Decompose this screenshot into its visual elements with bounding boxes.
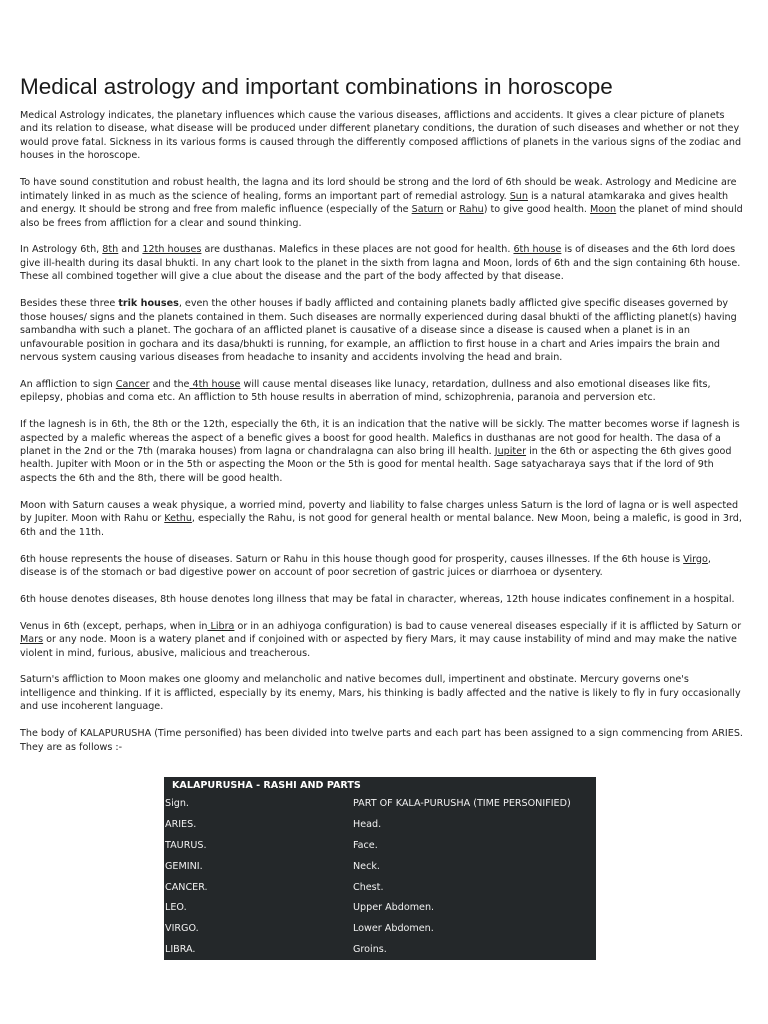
- table-row: [164, 835, 596, 856]
- link-jupiter[interactable]: Jupiter: [494, 446, 527, 458]
- cell-sign: ARIES.: [165, 818, 197, 830]
- link-8th[interactable]: 8th: [102, 244, 119, 256]
- table-row: [164, 939, 596, 960]
- paragraph-6th-house: 6th house represents the house of diseases. Saturn or Rahu in this house though good for prosperity, causes illnesses. If the 6th house is Virgo, disease is of the stomach or bad digestive power on account of poor secretion of gastric juices or diarrhoea or dysentery.: [20, 553, 711, 578]
- table-row: [164, 918, 596, 939]
- table-row: [164, 814, 596, 835]
- link-12th-houses[interactable]: 12th houses: [142, 244, 202, 256]
- paragraph-mercury: Saturn's affliction to Moon makes one gloomy and melancholic and native becomes dull, impertinent and obstinate. Mercury governs one's intelligence and thinking. If it is afflicted, especially by its enemy, Mars, his thinking is badly affected and the native is likely to fly in fury occasionally and use incoherent language.: [20, 674, 741, 713]
- cell-part: Head.: [353, 818, 382, 830]
- link-6th-house[interactable]: 6th house: [513, 244, 562, 256]
- paragraph-cancer: An affliction to sign Cancer and the 4th house will cause mental diseases like lunacy, retardation, dullness and also emotional diseases like fits, epilepsy, phobias and coma etc. An affliction to 5th house results in aberration of mind, schizophrenia, paranoia and perversion etc.: [20, 378, 711, 404]
- cell-part: Chest.: [353, 881, 384, 893]
- table-row: [164, 856, 596, 877]
- cell-part: Face.: [353, 839, 378, 851]
- paragraph-houses-summary: 6th house denotes diseases, 8th house denotes long illness that may be fatal in character, whereas, 12th house indicates confinement in a hospital.: [20, 593, 735, 605]
- paragraph-intro: Medical Astrology indicates, the planetary influences which cause the various diseases, afflictions and accidents. It gives a clear picture of planets and its relation to disease, what disease will be produced under different planetary conditions, the duration of such diseases and whether or not they would prove fatal. Sickness in its various forms is caused through the differently composed afflictions of planets in the various signs of the zodiac and houses in the horoscope.: [20, 110, 742, 162]
- cell-part: Upper Abdomen.: [353, 902, 435, 914]
- cell-sign: LIBRA.: [165, 944, 196, 956]
- page-title: Medical astrology and important combinations in horoscope: [20, 74, 613, 99]
- link-saturn[interactable]: Saturn: [411, 204, 444, 216]
- link-moon[interactable]: Moon: [590, 204, 617, 216]
- table-caption: KALAPURUSHA - RASHI AND PARTS: [172, 779, 361, 791]
- link-sun[interactable]: Sun: [509, 190, 528, 202]
- bold-trik-houses: trik houses: [118, 298, 179, 310]
- paragraph-venus: Venus in 6th (except, perhaps, when in Libra or in an adhiyoga configuration) is bad to cause venereal diseases especially if it is afflicted by Saturn or Mars or any node. Moon is a watery planet and if conjoined with or aspected by fiery Mars, it may cause instability of mind and may make the native violent in mind, furious, abusive, malicious and treacherous.: [20, 620, 742, 659]
- paragraph-lagnesh: If the lagnesh is in 6th, the 8th or the 12th, especially the 6th, it is an indication that the native will be sickly. The matter becomes worse if lagnesh is aspected by a malefic whereas the aspect of a benefic gives a boost for good health. Malefics in dusthanas are not good for health. The dasa of a planet in the 2nd or the 7th (maraka houses) from lagna or chandralagna can also bring ill health. Jupiter in the 6th or aspecting the 6th gives good health. Jupiter with Moon or in the 5th or aspecting the Moon or the 5th is good for mental health. Sage satyacharaya says that if the lord of 9th aspects the 6th and the 8th, there will be good health.: [20, 419, 740, 484]
- cell-part: Lower Abdomen.: [353, 923, 434, 935]
- paragraph-kalapurusha: The body of KALAPURUSHA (Time personified) has been divided into twelve parts and each part has been assigned to a sign commencing from ARIES. They are as follows :-: [20, 728, 743, 753]
- link-4th-house[interactable]: 4th house: [189, 378, 241, 390]
- cell-sign: VIRGO.: [165, 923, 199, 935]
- link-rahu[interactable]: Rahu: [459, 204, 484, 216]
- cell-sign: GEMINI.: [165, 860, 203, 872]
- kalapurusha-table: [164, 777, 596, 960]
- column-header-sign: Sign.: [165, 797, 189, 809]
- link-virgo[interactable]: Virgo: [683, 553, 708, 565]
- cell-sign: CANCER.: [165, 881, 208, 893]
- column-header-part: PART OF KALA-PURUSHA (TIME PERSONIFIED): [353, 797, 571, 809]
- paragraph-dusthanas: In Astrology 6th, 8th and 12th houses are dusthanas. Malefics in these places are not good for health. 6th house is of diseases and the 6th lord does give ill-health during its dasal bhukti. In any chart look to the planet in the sixth from lagna and Moon, lords of 6th and the sign containing 6th house. These all combined together will give a clue about the disease and the part of the body affected by that disease.: [20, 244, 741, 283]
- link-libra[interactable]: Libra: [207, 620, 235, 632]
- paragraph-trik-houses: Besides these three trik houses, even the other houses if badly afflicted and containing planets badly afflicted give specific diseases governed by those houses/ signs and the planets contained in them. Such diseases are normally experienced during dasal bhukti of the afflicting planet(s) having sambandha with such a planet. The gochara of an afflicted planet is causative of a disease since a disease is caused when a planet is in an unfavourable position in gochara and its dasa/bhukti is running, for example, an affliction to first house in a chart and Aries impairs the brain and nervous system causing various diseases from headache to insanity and accidents involving the head and brain.: [20, 298, 737, 363]
- link-mars[interactable]: Mars: [20, 634, 44, 646]
- table-caption-row: [164, 777, 596, 793]
- link-kethu[interactable]: Kethu: [164, 513, 192, 525]
- table-header-row: [164, 793, 596, 814]
- paragraph-moon-saturn: Moon with Saturn causes a weak physique, a worried mind, poverty and liability to false charges unless Saturn is the lord of lagna or is well aspected by Jupiter. Moon with Rahu or Kethu, especially the Rahu, is not good for general health or mental balance. New Moon, being a malefic, is good in 3rd, 6th and the 11th.: [20, 499, 742, 538]
- cell-part: Groins.: [353, 944, 387, 956]
- paragraph-health: To have sound constitution and robust health, the lagna and its lord should be strong and the lord of 6th should be weak. Astrology and Medicine are intimately linked in as much as the science of healing, forms an important part of remedial astrology. Sun is a natural atamkaraka and gives health and energy. It should be strong and free from malefic influence (especially of the Saturn or Rahu) to give good health. Moon the planet of mind should also be frees from affliction for a clear and sound thinking.: [20, 177, 743, 229]
- table-row: [164, 897, 596, 918]
- cell-sign: LEO.: [165, 902, 187, 914]
- cell-sign: TAURUS.: [165, 839, 207, 851]
- table-row: [164, 877, 596, 898]
- article-body: [20, 109, 744, 767]
- link-cancer[interactable]: Cancer: [115, 378, 150, 390]
- cell-part: Neck.: [353, 860, 380, 872]
